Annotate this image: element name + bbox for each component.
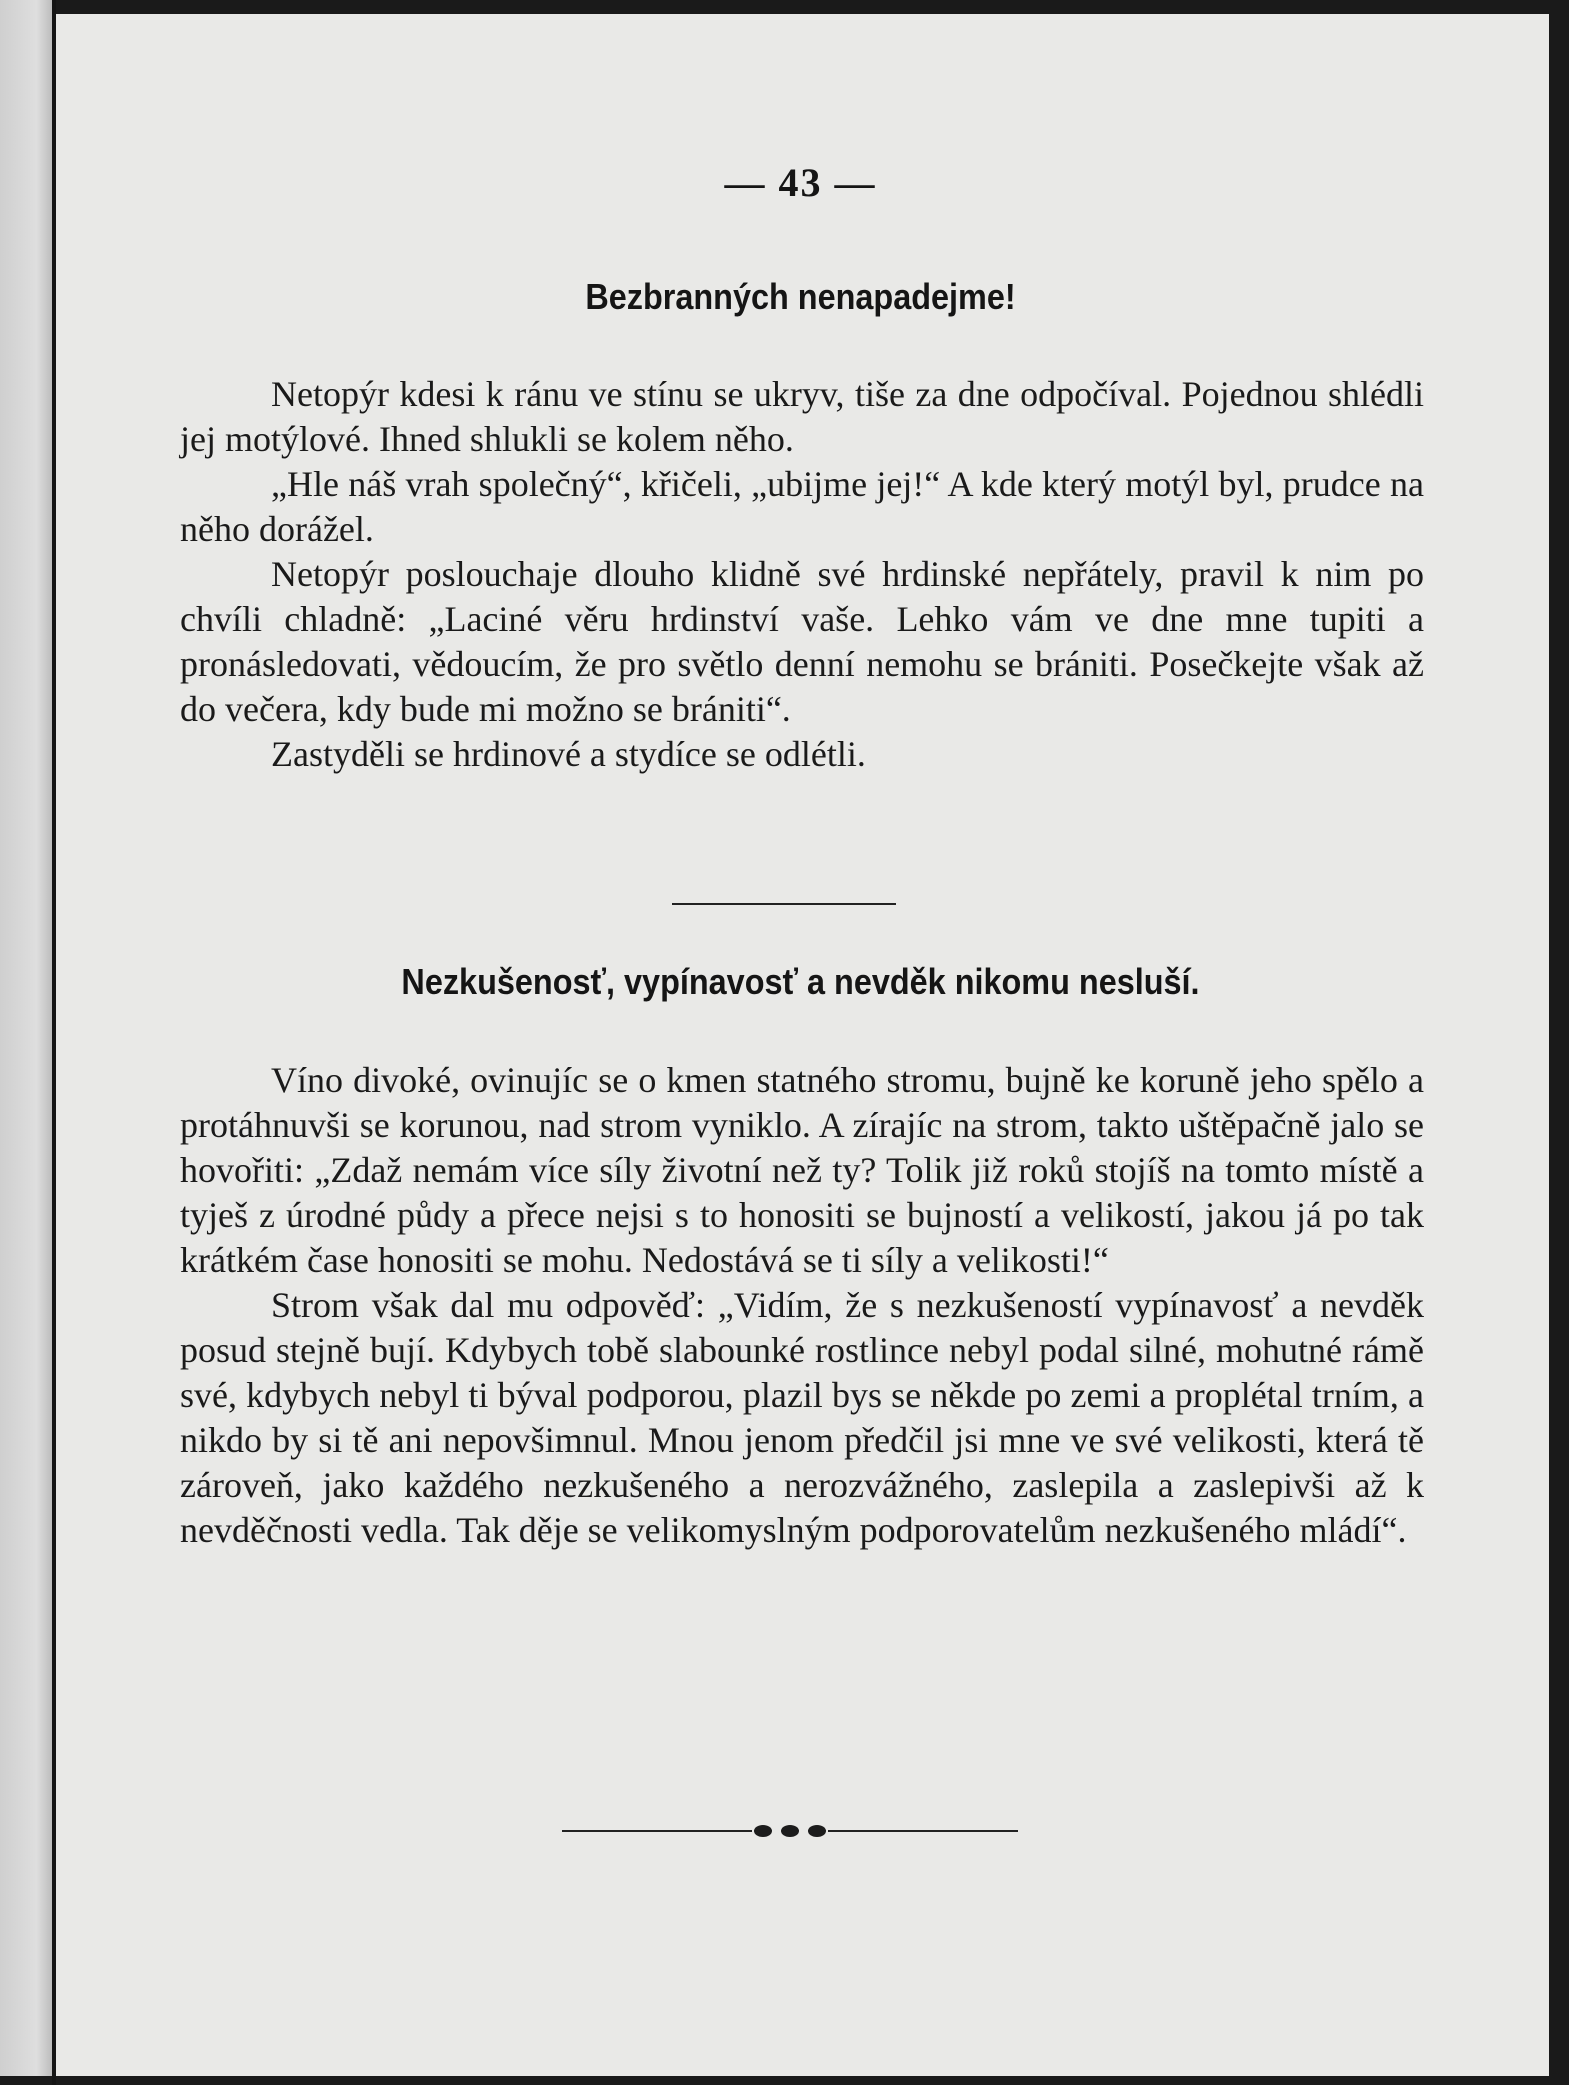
- scan-right-edge: [1549, 0, 1569, 2085]
- scan-binding-line: [52, 0, 56, 2085]
- scan-bottom-edge: [0, 2076, 1569, 2085]
- paragraph: Netopýr kdesi k ránu ve stínu se ukryv, tiše za dne odpočíval. Pojednou shlédli jej motýlové. Ihned shlukli se kolem něho.: [180, 374, 1424, 459]
- paragraph: Netopýr poslouchaje dlouho klidně své hrdinské nepřátely, pravil k nim po chvíli chladně: „Laciné věru hrdinství vaše. Lehko vám ve dne mne tupiti a pronásledovati, vědoucím, že pro světlo denní nemohu se brániti. Posečkejte však až do večera, kdy bude mi možno se brániti“.: [180, 554, 1424, 729]
- book-page: [52, 14, 1549, 2076]
- section-divider: [672, 903, 896, 905]
- ornament-line-left: [562, 1830, 752, 1832]
- ornament-line-right: [828, 1830, 1018, 1832]
- paragraph: Zastyděli se hrdinové a stydíce se odlétli.: [271, 734, 866, 774]
- scan-top-edge: [0, 0, 1569, 14]
- section-title-2: Nezkušenosť, vypínavosť a nevděk nikomu nesluší.: [401, 961, 1200, 1002]
- paragraph: „Hle náš vrah společný“, křičeli, „ubijme jej!“ A kde který motýl byl, prudce na něho dorážel.: [180, 464, 1424, 549]
- paragraph: Víno divoké, ovinujíc se o kmen statného stromu, bujně ke koruně jeho spělo a protáhnuvši se korunou, nad strom vyniklo. A zírajíc na strom, takto uštěpačně jalo se hovořiti: „Zdaž nemám více síly životní než ty? Tolik již roků stojíš na tomto místě a tyješ z úrodné půdy a přece nejsi s to honositi se bujností a velikostí, jakou já po tak krátkém čase honositi se mohu. Nedostává se ti síly a velikosti!“: [180, 1060, 1424, 1280]
- scan-left-margin: [0, 0, 52, 2085]
- paragraph: Strom však dal mu odpověď: „Vidím, že s nezkušeností vypínavosť a nevděk posud stejně bují. Kdybych tobě slabounké rostlince nebyl podal silné, mohutné rámě své, kdybych nebyl ti býval podporou, plazil bys se někde po zemi a proplétal trním, a nikdo by si tě ani nepovšimnul. Mnou jenom předčil jsi mne ve své velikosti, která tě zároveň, jako každého nezkušeného a nerozvážného, zaslepila a zaslepivši až k nevděčnosti vedla. Tak děje se velikomyslným podporovatelům nezkušeného mládí“.: [180, 1285, 1424, 1550]
- section-title-1: Bezbranných nenapadejme!: [585, 276, 1016, 317]
- end-ornament: [562, 1821, 1018, 1841]
- section-body-1: [180, 372, 1424, 777]
- page-number: — 43 —: [724, 160, 877, 205]
- ornament-dots-icon: [752, 1823, 828, 1839]
- section-body-2: [180, 1058, 1424, 1553]
